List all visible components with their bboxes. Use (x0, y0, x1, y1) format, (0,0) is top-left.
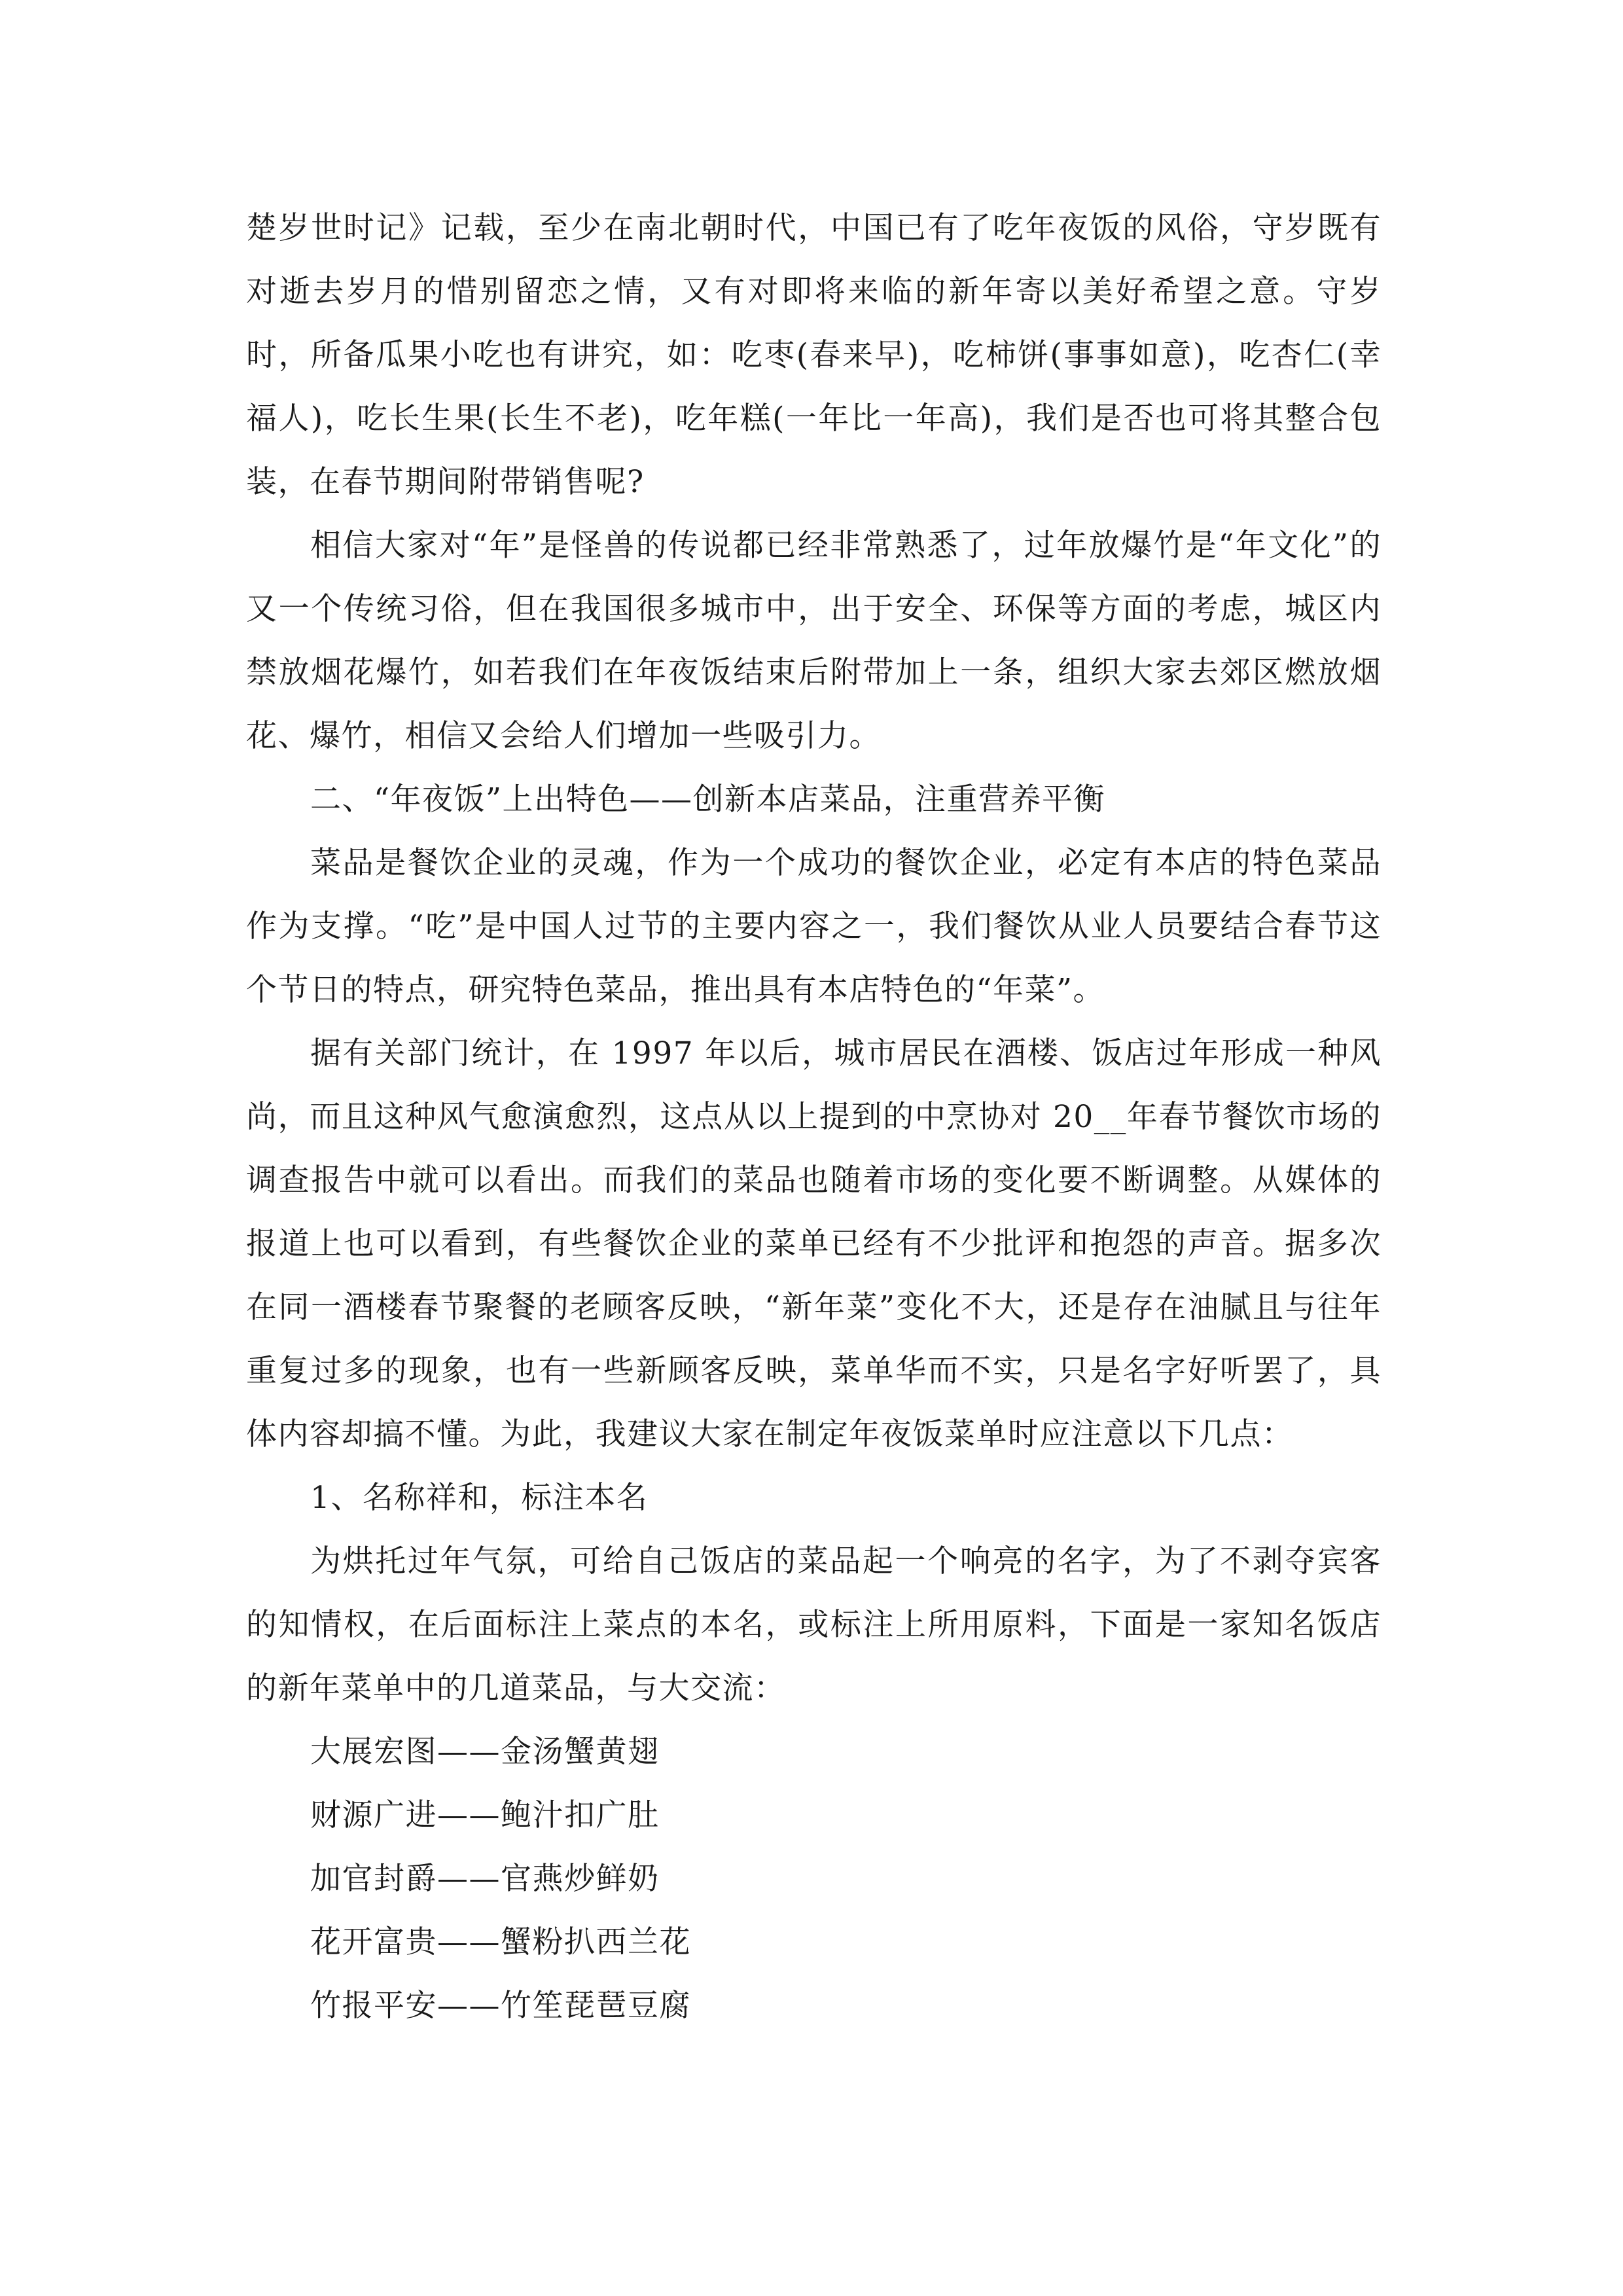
paragraph-statistics: 据有关部门统计，在 1997 年以后，城市居民在酒楼、饭店过年形成一种风尚，而且这种风气愈演愈烈，这点从以上提到的中烹协对 20__年春节餐饮市场的调查报告中就可以看出。而我们的菜品也随着市场的变化要不断调整。从媒体的报道上也可以看到，有些餐饮企业的菜单已经有不少批评和抱怨的声音。据多次在同一酒楼春节聚餐的老顾客反映，“新年菜”变化不大，还是存在油腻且与往年重复过多的现象，也有一些新顾客反映，菜单华而不实，只是名字好听罢了，具体内容却搞不懂。为此，我建议大家在制定年夜饭菜单时应注意以下几点： (246, 1035, 1382, 1452)
subheading-1: 1、名称祥和，标注本名 (310, 1480, 649, 1516)
menu-item: 竹报平安——竹笙琵琶豆腐 (310, 1988, 691, 2024)
paragraph-dishes-soul: 菜品是餐饮企业的灵魂，作为一个成功的餐饮企业，必定有本店的特色菜品作为支撑。“吃”是中国人过节的主要内容之一，我们餐饮从业人员要结合春节这个节日的特点，研究特色菜品，推出具有本店特色的“年菜”。 (246, 845, 1382, 1008)
menu-item: 财源广进——鲍汁扣广肚 (310, 1797, 660, 1833)
menu-item: 大展宏图——金汤蟹黄翅 (310, 1734, 660, 1770)
paragraph-naming: 为烘托过年气氛，可给自己饭店的菜品起一个响亮的名字，为了不剥夺宾客的知情权，在后面标注上菜点的本名，或标注上所用原料，下面是一家知名饭店的新年菜单中的几道菜品，与大交流： (246, 1543, 1382, 1706)
menu-item: 花开富贵——蟹粉扒西兰花 (310, 1924, 691, 1960)
paragraph-firecrackers: 相信大家对“年”是怪兽的传说都已经非常熟悉了，过年放爆竹是“年文化”的又一个传统习俗，但在我国很多城市中，出于安全、环保等方面的考虑，城区内禁放烟花爆竹，如若我们在年夜饭结束后附带加上一条，组织大家去郊区燃放烟花、爆竹，相信又会给人们增加一些吸引力。 (246, 528, 1382, 754)
menu-item: 加官封爵——官燕炒鲜奶 (310, 1861, 660, 1897)
document-body (246, 196, 1382, 2037)
paragraph-continuation: 楚岁世时记》记载，至少在南北朝时代，中国已有了吃年夜饭的风俗，守岁既有对逝去岁月的惜别留恋之情，又有对即将来临的新年寄以美好希望之意。守岁时，所备瓜果小吃也有讲究，如：吃枣(春来早)，吃柿饼(事事如意)，吃杏仁(幸福人)，吃长生果(长生不老)，吃年糕(一年比一年高)，我们是否也可将其整合包装，在春节期间附带销售呢? (246, 210, 1382, 500)
section-heading-2: 二、“年夜饭”上出特色——创新本店菜品，注重营养平衡 (310, 781, 1106, 817)
